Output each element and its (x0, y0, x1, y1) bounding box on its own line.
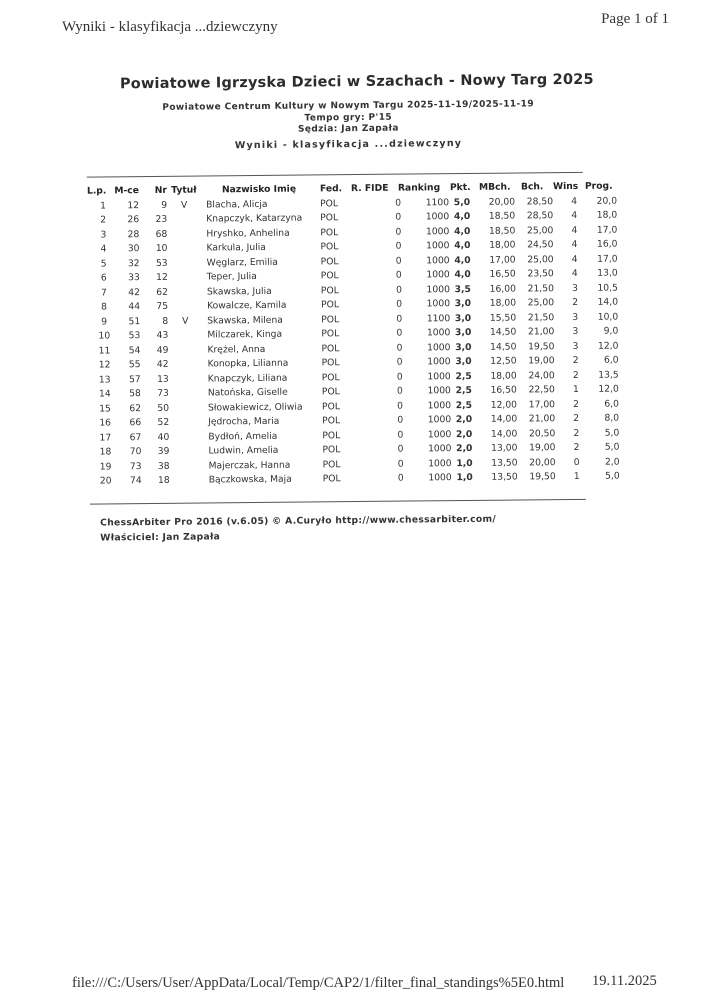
cell-mce: 30 (127, 243, 140, 255)
cell-pkt: 2,5 (455, 370, 472, 382)
cell-fide: 0 (397, 472, 404, 484)
cell-mce: 67 (129, 431, 142, 443)
cell-fide: 0 (397, 443, 404, 455)
cell-name: Jędrocha, Maria (208, 415, 280, 428)
cell-fed: POL (322, 444, 341, 456)
cell-ranking: 1000 (427, 443, 452, 455)
cell-fide: 0 (395, 269, 402, 281)
cell-mce: 53 (128, 330, 141, 342)
cell-ranking: 1000 (425, 225, 450, 237)
cell-nr: 39 (157, 445, 170, 457)
cell-pkt: 5,0 (453, 196, 471, 208)
cell-prog: 20,0 (596, 195, 618, 207)
owner-line: Właściciel: Jan Zapała (100, 531, 221, 544)
cell-bch: 24,00 (528, 369, 555, 381)
cell-prog: 12,0 (597, 340, 619, 352)
cell-ranking: 1000 (426, 283, 450, 295)
cell-bch: 28,50 (526, 195, 554, 207)
cell-wins: 3 (572, 311, 579, 323)
cell-name: Krężel, Anna (207, 343, 266, 355)
cell-mce: 12 (127, 199, 140, 211)
arbiter-line: Sędzia: Jan Zapała (297, 123, 399, 135)
cell-name: Skawska, Julia (206, 285, 272, 297)
cell-wins: 2 (573, 398, 580, 410)
cell-pkt: 3,5 (454, 283, 471, 295)
cell-title: V (181, 315, 189, 327)
cell-lp: 6 (100, 272, 107, 284)
cell-fide: 0 (395, 197, 402, 209)
cell-nr: 40 (157, 431, 170, 443)
cell-mce: 58 (129, 388, 141, 400)
cell-pkt: 1,0 (456, 457, 473, 469)
cell-fed: POL (321, 357, 340, 369)
cell-prog: 17,0 (597, 253, 618, 265)
cell-mbch: 12,50 (490, 355, 517, 367)
print-footer-date: 19.11.2025 (592, 973, 657, 989)
cell-ranking: 1000 (428, 457, 452, 469)
cell-ranking: 1000 (426, 240, 450, 252)
print-header-page: Page 1 of 1 (601, 11, 669, 27)
cell-bch: 17,00 (528, 398, 556, 410)
cell-fed: POL (320, 212, 339, 224)
cell-fed: POL (321, 313, 340, 325)
cell-fide: 0 (395, 255, 402, 267)
cell-name: Ludwin, Amelia (208, 444, 279, 457)
cell-fide: 0 (396, 356, 403, 368)
cell-lp: 18 (99, 446, 112, 458)
cell-pkt: 2,5 (455, 399, 473, 411)
cell-nr: 42 (156, 358, 169, 370)
cell-nr: 53 (155, 257, 168, 269)
cell-name: Knapczyk, Liliana (207, 372, 288, 384)
cell-mbch: 14,50 (490, 341, 517, 353)
cell-prog: 10,5 (597, 282, 618, 294)
cell-ranking: 1000 (427, 385, 451, 397)
cell-bch: 20,50 (528, 427, 556, 439)
cell-wins: 2 (573, 441, 580, 453)
cell-name: Konopka, Lilianna (207, 357, 289, 370)
cell-lp: 15 (99, 402, 111, 415)
cell-name: Węglarz, Emilia (206, 256, 278, 268)
cell-name: Knapczyk, Katarzyna (206, 212, 303, 225)
cell-ranking: 1000 (427, 399, 452, 411)
cell-lp: 5 (100, 257, 107, 269)
cell-bch: 21,00 (527, 326, 555, 338)
cell-prog: 14,0 (597, 296, 619, 308)
cell-bch: 25,00 (527, 297, 555, 309)
cell-prog: 6,0 (604, 398, 620, 410)
cell-mce: 70 (129, 446, 142, 458)
cell-wins: 2 (573, 427, 580, 439)
cell-nr: 73 (157, 387, 169, 399)
cell-bch: 21,50 (527, 282, 554, 294)
col-wins: Wins (552, 180, 579, 193)
print-footer-path: file:///C:/Users/User/AppData/Local/Temp/CAP2/1/filter_final_standings%5E0.html (72, 975, 565, 991)
cell-mce: 42 (128, 286, 140, 298)
col-bch: Bch. (520, 181, 544, 193)
cell-fed: POL (320, 241, 339, 253)
cell-mbch: 18,00 (489, 239, 516, 251)
cell-pkt: 2,5 (455, 384, 472, 397)
cell-wins: 4 (571, 238, 578, 250)
cell-mbch: 14,00 (490, 413, 518, 425)
cell-fed: POL (322, 429, 341, 441)
cell-fed: POL (321, 386, 340, 398)
col-pkt: Pkt. (449, 181, 471, 194)
cell-nr: 50 (157, 402, 170, 414)
col-lp: L.p. (86, 185, 107, 197)
cell-fed: POL (320, 299, 339, 311)
cell-bch: 22,50 (528, 384, 555, 396)
col-title: Tytuł (171, 184, 197, 196)
bottom-divider (90, 499, 586, 505)
results-table (87, 180, 630, 490)
cell-fide: 0 (395, 240, 402, 252)
venue-line: Powiatowe Centrum Kultury w Nowym Targu 2025-11-19/2025-11-19 (162, 99, 535, 113)
cell-nr: 18 (157, 474, 170, 486)
cell-pkt: 4,0 (454, 225, 471, 237)
top-divider (87, 172, 583, 178)
col-ranking: Ranking (397, 182, 441, 194)
cell-name: Hryshko, Anhelina (206, 227, 290, 239)
cell-name: Teper, Julia (206, 270, 257, 283)
cell-ranking: 1000 (427, 428, 452, 440)
cell-mbch: 20,00 (488, 196, 516, 208)
cell-fed: POL (321, 328, 340, 340)
cell-prog: 13,5 (598, 369, 619, 381)
results-subtitle: Wyniki - klasyfikacja ...dziewczyny (234, 138, 463, 152)
cell-mce: 54 (128, 344, 141, 356)
cell-mce: 44 (128, 301, 141, 313)
cell-mbch: 13,50 (491, 456, 518, 469)
cell-mce: 57 (128, 373, 141, 385)
cell-ranking: 1000 (428, 472, 452, 484)
cell-ranking: 1000 (426, 327, 451, 339)
cell-wins: 4 (571, 253, 578, 265)
cell-fed: POL (321, 400, 340, 412)
cell-prog: 8,0 (604, 412, 620, 424)
cell-lp: 19 (99, 460, 112, 473)
cell-bch: 25,00 (527, 253, 554, 265)
page-title: Powiatowe Igrzyska Dzieci w Szachach - Nowy Targ 2025 (119, 71, 594, 93)
cell-wins: 1 (573, 470, 580, 482)
cell-fide: 0 (397, 458, 404, 470)
cell-mbch: 18,50 (488, 225, 516, 237)
cell-wins: 3 (571, 282, 578, 294)
cell-wins: 2 (573, 412, 580, 424)
cell-ranking: 1100 (426, 312, 451, 324)
cell-mbch: 16,50 (489, 268, 516, 280)
cell-mbch: 15,50 (489, 312, 517, 324)
cell-prog: 18,0 (596, 209, 618, 221)
cell-mce: 62 (129, 402, 142, 414)
cell-pkt: 3,0 (454, 312, 472, 324)
cell-mce: 28 (127, 228, 140, 240)
cell-ranking: 1000 (425, 211, 450, 223)
cell-mbch: 14,00 (490, 427, 518, 440)
cell-mce: 33 (128, 272, 140, 284)
cell-fide: 0 (396, 385, 403, 397)
cell-pkt: 4,0 (454, 254, 471, 266)
cell-pkt: 2,0 (456, 442, 473, 455)
cell-mbch: 17,00 (489, 254, 516, 266)
cell-nr: 52 (157, 416, 170, 428)
cell-ranking: 1000 (427, 341, 451, 353)
cell-nr: 68 (155, 228, 168, 240)
cell-nr: 10 (155, 242, 168, 254)
cell-prog: 5,0 (604, 441, 620, 453)
cell-fed: POL (320, 270, 339, 282)
cell-prog: 2,0 (604, 456, 620, 468)
cell-prog: 5,0 (604, 427, 620, 439)
cell-fed: POL (320, 197, 339, 209)
cell-fide: 0 (395, 211, 402, 223)
cell-name: Majerczak, Hanna (208, 459, 291, 471)
cell-fed: POL (322, 473, 341, 485)
cell-fed: POL (320, 226, 339, 238)
cell-mbch: 18,00 (489, 297, 517, 309)
cell-wins: 0 (573, 456, 580, 468)
cell-pkt: 3,0 (454, 326, 472, 339)
cell-pkt: 3,0 (454, 297, 472, 310)
cell-pkt: 3,0 (455, 355, 472, 368)
cell-mce: 51 (128, 315, 141, 327)
col-fide: R. FIDE (350, 182, 389, 195)
cell-pkt: 4,0 (453, 210, 471, 223)
tempo-line: Tempo gry: P'15 (304, 112, 393, 124)
cell-fed: POL (322, 415, 341, 427)
cell-prog: 10,0 (597, 311, 619, 323)
cell-name: Milczarek, Kinga (207, 328, 283, 341)
col-nr: Nr (154, 184, 167, 196)
cell-fide: 0 (397, 400, 404, 412)
cell-ranking: 1000 (427, 414, 452, 426)
cell-bch: 23,50 (527, 268, 554, 280)
cell-wins: 2 (572, 354, 579, 366)
cell-fide: 0 (397, 414, 404, 426)
cell-ranking: 1000 (426, 254, 450, 266)
cell-mce: 55 (128, 359, 141, 371)
print-header-title: Wyniki - klasyfikacja ...dziewczyny (62, 19, 278, 35)
cell-bch: 25,00 (526, 224, 554, 236)
cell-bch: 24,50 (527, 239, 554, 251)
cell-fed: POL (321, 371, 340, 383)
cell-lp: 9 (101, 315, 108, 327)
cell-fide: 0 (396, 342, 403, 354)
cell-bch: 20,00 (529, 456, 556, 468)
cell-name: Bydłoń, Amelia (208, 430, 278, 442)
cell-mce: 26 (127, 214, 140, 226)
cell-fed: POL (320, 284, 339, 296)
cell-lp: 1 (100, 199, 107, 211)
cell-lp: 14 (98, 388, 111, 400)
cell-wins: 4 (571, 195, 578, 207)
cell-wins: 3 (572, 340, 579, 352)
cell-pkt: 4,0 (454, 239, 471, 252)
cell-fed: POL (320, 255, 339, 267)
cell-pkt: 2,0 (455, 413, 473, 426)
cell-fed: POL (322, 458, 341, 470)
cell-lp: 20 (99, 475, 112, 487)
cell-mce: 66 (129, 417, 142, 429)
cell-prog: 16,0 (596, 238, 618, 250)
cell-lp: 4 (100, 243, 107, 255)
cell-prog: 17,0 (596, 224, 618, 236)
cell-nr: 62 (156, 286, 168, 298)
cell-name: Blacha, Alicja (206, 198, 268, 210)
cell-pkt: 4,0 (454, 268, 471, 281)
cell-fide: 0 (396, 371, 403, 383)
cell-wins: 2 (572, 369, 579, 381)
cell-nr: 49 (156, 344, 169, 356)
cell-ranking: 1000 (426, 269, 450, 281)
cell-bch: 19,00 (529, 442, 556, 454)
cell-lp: 3 (100, 228, 107, 240)
cell-nr: 12 (156, 271, 168, 283)
cell-wins: 4 (571, 267, 578, 279)
cell-bch: 21,00 (528, 413, 556, 425)
cell-pkt: 1,0 (456, 471, 473, 484)
cell-prog: 5,0 (605, 470, 620, 482)
cell-pkt: 2,0 (455, 428, 473, 440)
cell-ranking: 1000 (426, 298, 451, 310)
cell-lp: 16 (99, 417, 112, 429)
software-credit: ChessArbiter Pro 2016 (v.6.05) © A.Curyło http://www.chessarbiter.com/ (100, 513, 497, 529)
cell-bch: 28,50 (526, 210, 554, 222)
cell-wins: 2 (572, 296, 579, 308)
cell-prog: 6,0 (603, 354, 619, 366)
cell-prog: 13,0 (597, 267, 618, 279)
cell-ranking: 1000 (427, 356, 451, 368)
cell-fide: 0 (397, 429, 404, 441)
cell-name: Słowakiewicz, Oliwia (207, 401, 303, 413)
cell-fed: POL (321, 342, 340, 354)
cell-name: Skawska, Milena (207, 314, 283, 326)
cell-name: Natońska, Giselle (207, 386, 288, 399)
col-mce: M-ce (114, 185, 139, 197)
col-name: Nazwisko Imię (221, 183, 297, 196)
cell-wins: 1 (572, 383, 579, 395)
cell-mbch: 16,00 (489, 283, 516, 295)
cell-name: Bączkowska, Maja (208, 473, 292, 486)
col-mbch: MBch. (478, 181, 511, 193)
cell-mbch: 14,50 (489, 326, 517, 338)
cell-lp: 17 (99, 431, 112, 444)
cell-lp: 13 (98, 373, 111, 386)
cell-nr: 8 (162, 315, 169, 327)
cell-nr: 75 (156, 300, 169, 312)
cell-mbch: 13,50 (491, 471, 518, 483)
cell-title: V (180, 199, 188, 211)
cell-lp: 7 (100, 286, 107, 298)
cell-fide: 0 (396, 327, 403, 339)
cell-bch: 19,50 (529, 471, 556, 483)
cell-mce: 74 (129, 475, 142, 487)
cell-mce: 73 (129, 460, 142, 472)
cell-bch: 19,50 (528, 340, 555, 352)
cell-lp: 2 (100, 214, 107, 226)
cell-ranking: 1100 (425, 196, 450, 208)
cell-nr: 9 (161, 199, 168, 211)
cell-lp: 11 (98, 344, 111, 357)
cell-mbch: 18,50 (488, 210, 516, 222)
col-prog: Prog. (584, 180, 613, 192)
cell-wins: 3 (572, 325, 579, 337)
cell-name: Kowalcze, Kamila (206, 299, 287, 312)
cell-ranking: 1000 (427, 370, 451, 382)
cell-mbch: 12,00 (490, 398, 518, 411)
cell-bch: 19,00 (528, 355, 555, 367)
cell-lp: 12 (98, 359, 111, 371)
cell-name: Karkula, Julia (206, 241, 266, 254)
cell-pkt: 3,0 (455, 341, 472, 353)
col-fed: Fed. (319, 183, 343, 195)
cell-fide: 0 (395, 226, 402, 238)
table-body (87, 195, 630, 490)
cell-bch: 21,50 (527, 311, 555, 323)
cell-fide: 0 (395, 284, 402, 296)
cell-mbch: 18,00 (490, 369, 517, 382)
cell-wins: 4 (571, 209, 578, 221)
cell-lp: 8 (101, 301, 108, 313)
cell-prog: 12,0 (598, 383, 619, 395)
cell-nr: 13 (156, 373, 169, 385)
cell-nr: 23 (155, 213, 168, 225)
cell-fide: 0 (396, 298, 403, 310)
cell-mbch: 16,50 (490, 384, 517, 396)
cell-mbch: 13,00 (491, 442, 518, 454)
cell-wins: 4 (571, 224, 578, 236)
cell-mce: 32 (127, 257, 140, 269)
cell-prog: 9,0 (603, 325, 619, 337)
cell-nr: 38 (157, 460, 170, 472)
cell-nr: 43 (156, 329, 169, 341)
cell-fide: 0 (396, 313, 403, 325)
cell-lp: 10 (98, 330, 111, 342)
